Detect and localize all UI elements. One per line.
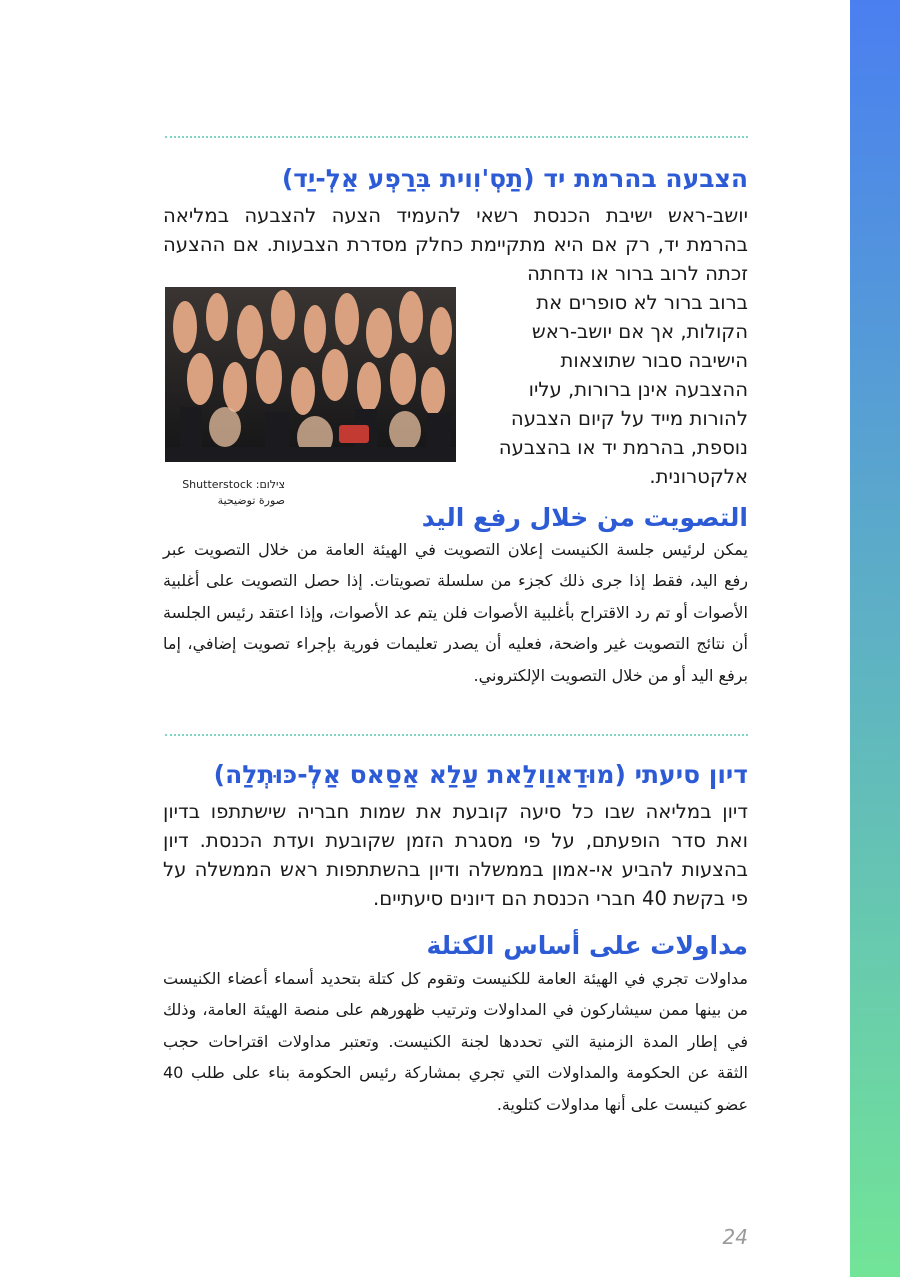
paragraph-line: أن نتائج التصويت غير واضحة، فعليه أن يصدر تعليمات فورية بإجراء تصويت إضافي، إما <box>163 634 748 654</box>
paragraph-line: פי בקשת 40 חברי הכנסת הם דיונים סיעתיים. <box>372 887 748 910</box>
photo-caption: صورة توضيحية <box>217 494 285 507</box>
paragraph-line: في إطار المدة الزمنية التي تحددها لجنة الكنيست. وتعتبر مداولات اقتراحات حجب <box>163 1031 748 1051</box>
paragraph-line: عضو كنيست على أنها مداولات كتلوية. <box>496 1094 748 1114</box>
paragraph-hand-vote-arabic <box>163 534 748 691</box>
paragraph-line: الثقة عن الحكومة والمداولات التي تجري بمشاركة رئيس الحكومة بناء على طلب 40 <box>163 1063 748 1083</box>
paragraph-line: הקולות, אך אם יושב-ראש <box>531 320 748 343</box>
paragraph-faction-debate-arabic <box>163 963 748 1120</box>
section-divider-top <box>165 136 748 138</box>
raised-hands-photo <box>165 287 456 462</box>
paragraph-line: נוספת, בהרמת יד או בהצבעה <box>498 436 748 459</box>
paragraph-line: זכתה לרוב ברור או נדחתה <box>527 262 748 285</box>
paragraph-line: להורות מייד על קיום הצבעה <box>510 407 748 430</box>
paragraph-line: ההצבעה אינן ברורות, עליו <box>528 378 748 401</box>
section-divider-middle <box>165 734 748 736</box>
paragraph-line: יושב-ראש ישיבת הכנסת רשאי להעמיד הצעה להצבעה במליאה <box>163 204 748 227</box>
paragraph-line: בהרמת יד, רק אם היא מתקיימת כחלק מסדרת הצבעות. אם ההצעה <box>163 233 748 256</box>
raised-hands-illustration <box>165 287 456 462</box>
paragraph-line: رفع اليد، فقط إذا جرى ذلك كجزء من سلسلة تصويتات. إذا حصل التصويت على أغلبية <box>163 571 748 591</box>
heading-hand-vote-hebrew: הצבעה בהרמת יד (תַסְ'וִוית בִּרַפְע אַלְ-יַד) <box>281 164 748 193</box>
heading-faction-debate-arabic: مداولات على أساس الكتلة <box>426 931 748 960</box>
paragraph-line: הישיבה סבור שתוצאות <box>560 349 748 372</box>
side-gradient-strip <box>850 0 900 1277</box>
paragraph-line: الأصوات أو تم رد الاقتراح بأغلبية الأصوات فلن يتم عد الأصوات، وإذا اعتقد رئيس الجلسة <box>163 602 748 622</box>
paragraph-line: בהצעות להביע אי-אמון בממשלה ודיון בהשתתפות ראש הממשלה על <box>163 858 748 881</box>
paragraph-line: ברוב ברור לא סופרים את <box>536 291 748 314</box>
photo-credit: צילום: Shutterstock <box>182 478 285 491</box>
paragraph-line: برفع اليد أو من خلال التصويت الإلكتروني. <box>473 665 748 685</box>
heading-hand-vote-arabic: التصويت من خلال رفع اليد <box>421 503 748 532</box>
page-number: 24 <box>722 1225 748 1249</box>
photo-credit-block <box>165 477 285 509</box>
paragraph-line: مداولات تجري في الهيئة العامة للكنيست وتقوم كل كتلة بتحديد أسماء أعضاء الكنيست <box>163 969 748 988</box>
heading-faction-debate-hebrew: דיון סיעתי (מוּדַאוַולַאת עַלַא אַסַאס אַלְ-כּוּתְלַה) <box>213 760 748 789</box>
paragraph-line: אלקטרונית. <box>649 465 748 488</box>
paragraph-line: يمكن لرئيس جلسة الكنيست إعلان التصويت في الهيئة العامة من خلال التصويت عبر <box>163 540 748 559</box>
paragraph-line: דיון במליאה שבו כל סיעה קובעת את שמות חבריה שישתתפו בדיון <box>163 800 748 823</box>
paragraph-faction-debate-hebrew <box>163 797 748 913</box>
paragraph-line: ואת סדר הופעתם, על פי מסגרת הזמן שקובעת ועדת הכנסת. דיון <box>163 829 748 852</box>
paragraph-line: من بينها ممن سيشاركون في المداولات وترتيب ظهورهم على منصة الهيئة العامة، وذلك <box>163 1000 748 1020</box>
